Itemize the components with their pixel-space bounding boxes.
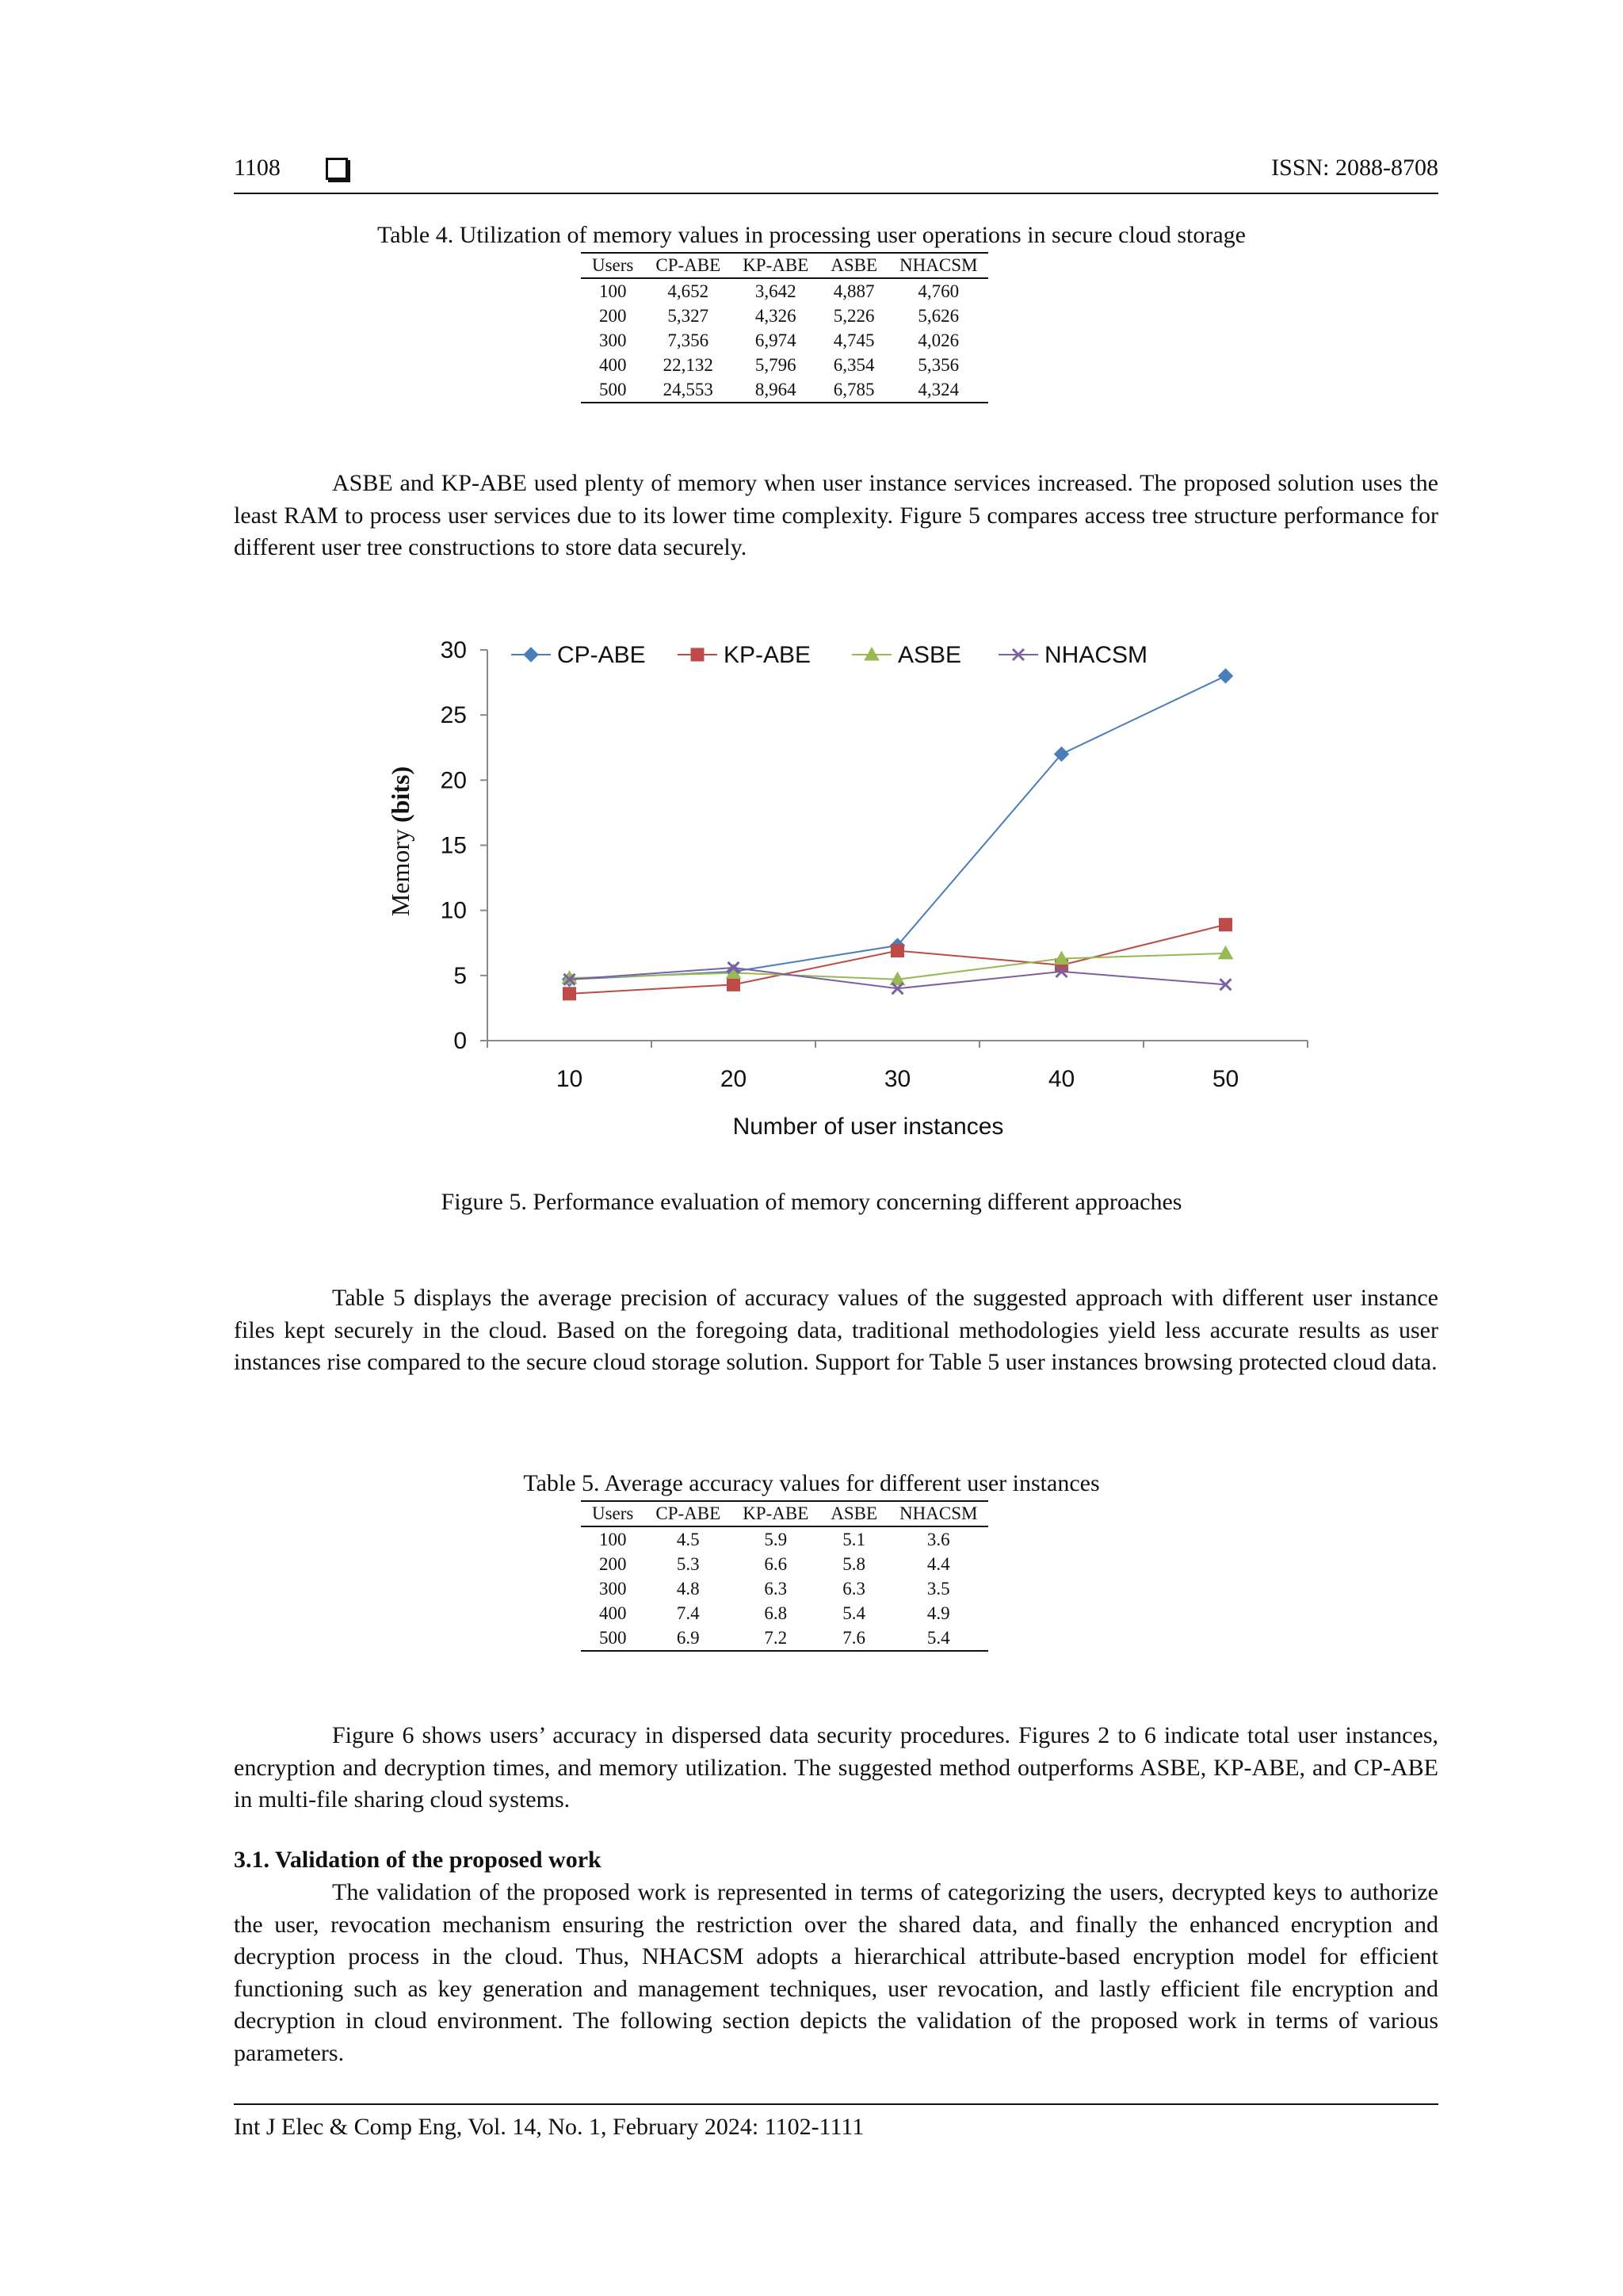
table-cell: 5,626 (918, 306, 960, 326)
table-cell: 300 (598, 1579, 627, 1599)
paragraph-figure6-discussion: Figure 6 shows users’ accuracy in dispersed data security procedures. Figures 2 to 6 indicate total user instances, encryption and decryption times, and memory utilization. The suggested method outperforms ASBE, KP-ABE, and CP-ABE in multi-file sharing cloud systems. (234, 1722, 1438, 1813)
x-tick-label: 30 (884, 1066, 911, 1092)
checkbox-glyph-icon (326, 158, 348, 180)
table-cell: 3.6 (926, 1530, 950, 1549)
data-point-kp-abe (1220, 919, 1232, 931)
paragraph-table5-intro: Table 5 displays the average precision of accuracy values of the suggested approach with different user instance files kept securely in the cloud. Based on the foregoing data, traditional methodologies yield less accurate results as user instances rise compared to the secure cloud storage solution. Support for Table 5 user instances browsing protected cloud data. (234, 1285, 1438, 1375)
table-cell: 3.5 (926, 1579, 950, 1599)
table-cell: 22,132 (663, 355, 713, 375)
table-cell: 5.1 (842, 1530, 866, 1549)
table-cell: 6.8 (764, 1603, 788, 1623)
table-cell: 4,887 (833, 281, 875, 301)
footer-rule (234, 2103, 1438, 2105)
y-tick-label: 15 (440, 832, 467, 859)
table-cell: 4,760 (918, 281, 960, 301)
column-header: CP-ABE (644, 1501, 731, 1526)
page-number: 1108 (234, 155, 281, 181)
table-cell: 5,327 (667, 306, 709, 326)
column-header: KP-ABE (731, 1501, 819, 1526)
page-header (234, 155, 1438, 189)
table-row (581, 377, 988, 403)
table-header-row (581, 253, 988, 278)
table4 (581, 252, 988, 403)
table-cell: 4,652 (667, 281, 709, 301)
legend-label-cp-abe: CP-ABE (557, 642, 646, 668)
table-cell: 500 (598, 380, 627, 399)
table-row (581, 1601, 988, 1626)
table-cell: 8,964 (754, 380, 796, 399)
y-tick-label: 20 (440, 767, 467, 794)
table-cell: 5,796 (754, 355, 796, 375)
table-cell: 200 (598, 306, 627, 326)
series-line-cp-abe (570, 676, 1226, 980)
table-cell: 6.6 (764, 1554, 788, 1574)
y-tick-label: 10 (440, 897, 467, 924)
legend-label-nhacsm: NHACSM (1044, 642, 1148, 668)
table4-caption: Table 4. Utilization of memory values in processing user operations in secure cloud storage (377, 222, 1246, 248)
legend-marker-kp-abe (691, 648, 704, 661)
table-row (581, 1526, 988, 1552)
x-axis-title: Number of user instances (732, 1114, 1004, 1140)
table-cell: 7.2 (764, 1628, 788, 1648)
column-header: NHACSM (888, 1501, 988, 1526)
column-header: Users (581, 1501, 644, 1526)
column-header: ASBE (819, 253, 888, 278)
table-row (581, 278, 988, 304)
table5 (581, 1500, 988, 1652)
table-cell: 400 (598, 1603, 627, 1623)
x-tick-label: 50 (1212, 1066, 1239, 1092)
table-cell: 4.9 (926, 1603, 950, 1623)
table-cell: 4.5 (676, 1530, 700, 1549)
table-cell: 4.8 (676, 1579, 700, 1599)
column-header: CP-ABE (644, 253, 731, 278)
paragraph-memory-discussion: ASBE and KP-ABE used plenty of memory when user instance services increased. The proposed solution uses the least RAM to process user services due to its lower time complexity. Figure 5 compares access tree structure performance for different user tree constructions to store data securely. (234, 470, 1438, 560)
data-point-kp-abe (563, 988, 576, 1000)
table-cell: 6.3 (764, 1579, 788, 1599)
table-cell: 6.3 (842, 1579, 866, 1599)
table-cell: 100 (598, 1530, 627, 1549)
table-cell: 7.6 (842, 1628, 866, 1648)
table-cell: 5,356 (918, 355, 960, 375)
y-axis-title-text: Memory (386, 822, 414, 917)
table-cell: 6,354 (833, 355, 875, 375)
data-point-cp-abe (1219, 669, 1233, 683)
table-cell: 5.9 (764, 1530, 788, 1549)
table-row (581, 1626, 988, 1651)
table-cell: 5.8 (842, 1554, 866, 1574)
column-header: Users (581, 253, 644, 278)
table-cell: 100 (598, 281, 627, 301)
table-cell: 500 (598, 1628, 627, 1648)
y-tick-label: 5 (453, 962, 467, 989)
y-tick-label: 30 (440, 637, 467, 663)
column-header: ASBE (819, 1501, 888, 1526)
table-cell: 7,356 (667, 330, 709, 350)
table-cell: 5.4 (842, 1603, 866, 1623)
table-row (581, 1576, 988, 1601)
x-tick-label: 10 (556, 1066, 583, 1092)
y-axis-title (386, 766, 414, 916)
data-point-kp-abe (892, 945, 904, 957)
legend-label-asbe: ASBE (898, 642, 962, 668)
table-cell: 4,324 (918, 380, 960, 399)
table-row (581, 1552, 988, 1576)
section-heading: 3.1. Validation of the proposed work (234, 1847, 601, 1873)
table5-caption: Table 5. Average accuracy values for different user instances (523, 1470, 1100, 1496)
x-tick-label: 20 (720, 1066, 747, 1092)
column-header: NHACSM (888, 253, 988, 278)
table-cell: 24,553 (663, 380, 713, 399)
table-cell: 6,974 (754, 330, 796, 350)
legend-label-kp-abe: KP-ABE (724, 642, 812, 668)
data-point-kp-abe (727, 978, 740, 991)
y-tick-label: 0 (453, 1028, 467, 1054)
table-header-row (581, 1501, 988, 1526)
table-cell: 6.9 (676, 1628, 700, 1648)
data-point-asbe (1219, 946, 1233, 959)
legend-marker-cp-abe (524, 648, 538, 662)
table-cell: 300 (598, 330, 627, 350)
memory-line-chart (372, 626, 1323, 1149)
y-axis-title-unit: (bits) (386, 766, 414, 823)
table-cell: 4.4 (926, 1554, 950, 1574)
table-cell: 4,026 (918, 330, 960, 350)
table-cell: 5.4 (926, 1628, 950, 1648)
column-header: KP-ABE (731, 253, 819, 278)
table-cell: 400 (598, 355, 627, 375)
table-cell: 4,745 (833, 330, 875, 350)
x-tick-label: 40 (1048, 1066, 1075, 1092)
table-row (581, 353, 988, 377)
table-cell: 3,642 (754, 281, 796, 301)
issn-label: ISSN: 2088-8708 (1271, 155, 1438, 181)
table-cell: 7.4 (676, 1603, 700, 1623)
y-tick-label: 25 (440, 702, 467, 729)
footer-citation: Int J Elec & Comp Eng, Vol. 14, No. 1, February 2024: 1102-1111 (234, 2114, 865, 2140)
table-row (581, 328, 988, 353)
table-cell: 4,326 (754, 306, 796, 326)
paragraph-validation: The validation of the proposed work is represented in terms of categorizing the users, decrypted keys to authorize the user, revocation mechanism ensuring the restriction over the shared data, and finally the enhanced encryption and decryption process in the cloud. Thus, NHACSM adopts a hierarchical attribute-based encryption model for efficient functioning such as key generation and management techniques, user revocation, and lastly efficient file encryption and decryption in cloud environment. The following section depicts the validation of the proposed work in terms of various parameters. (234, 1879, 1438, 2066)
table-row (581, 304, 988, 328)
table-cell: 200 (598, 1554, 627, 1574)
table-cell: 5,226 (833, 306, 875, 326)
table-cell: 6,785 (833, 380, 875, 399)
figure5-caption: Figure 5. Performance evaluation of memory concerning different approaches (441, 1189, 1182, 1215)
table-cell: 5.3 (676, 1554, 700, 1574)
header-rule (234, 193, 1438, 194)
